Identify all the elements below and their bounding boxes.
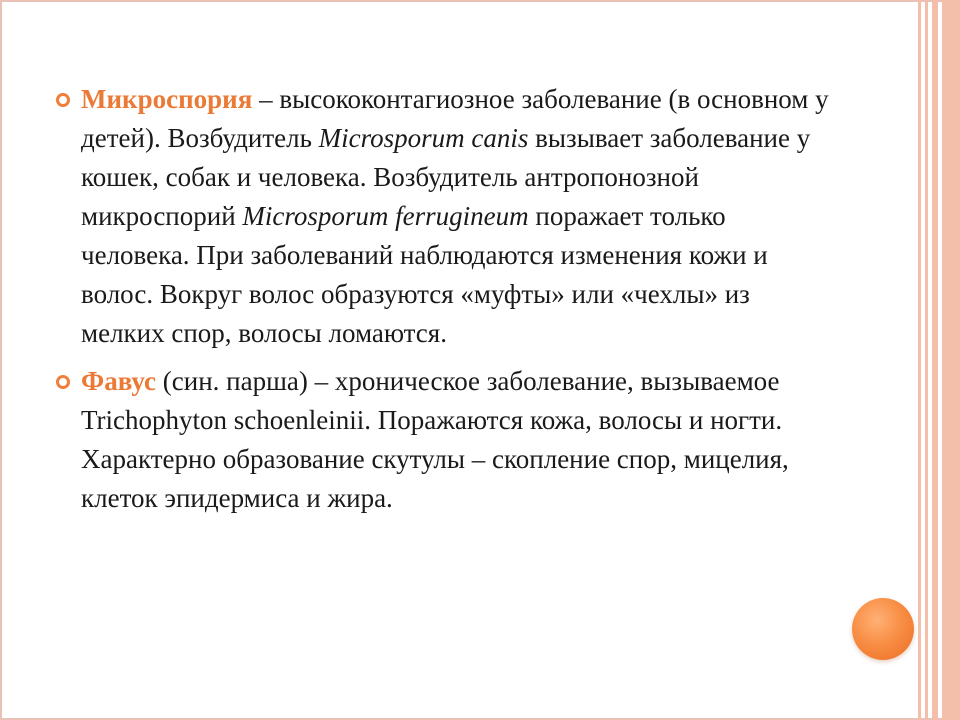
species-name: Microsporum ferrugineum bbox=[242, 201, 529, 231]
decorative-stripes bbox=[918, 0, 960, 720]
stripe bbox=[925, 0, 928, 720]
stripe bbox=[942, 0, 960, 720]
stripe bbox=[918, 0, 921, 720]
text-segment: поражает только человека. При заболеваний наблюдаются изменения кожи и волос. Вокруг волос образуются «муфты» или «чехлы» из мелких спор, волосы ломаются. bbox=[81, 201, 768, 348]
frame-top-line bbox=[0, 0, 960, 2]
term-favus: Фавус bbox=[81, 366, 157, 396]
text-segment: вызывает заболевание у кошек, собак и человека. Возбудитель антропонозной микроспорий bbox=[81, 123, 811, 231]
frame-left-line bbox=[0, 0, 2, 720]
text-segment: (син. парша) – хроническое заболевание, вызываемое Trichophyton schoenleinii. Поражаются кожа, волосы и ногти. Характерно образование скутулы – скопление спор, мицелия, клеток эпидермиса и жира. bbox=[81, 366, 789, 513]
text-segment: – высококонтагиозное заболевание (в основном у детей). Возбудитель bbox=[81, 84, 829, 153]
orange-orb-decoration bbox=[852, 598, 914, 660]
bullet-ring-icon bbox=[56, 375, 70, 389]
slide-body bbox=[56, 80, 836, 527]
term-microsporia: Микроспория bbox=[81, 84, 253, 114]
bullet-favus bbox=[56, 362, 836, 518]
stripe bbox=[932, 0, 938, 720]
bullet-microsporia bbox=[56, 80, 836, 353]
bullet-ring-icon bbox=[56, 93, 70, 107]
species-name: Microsporum canis bbox=[318, 123, 529, 153]
